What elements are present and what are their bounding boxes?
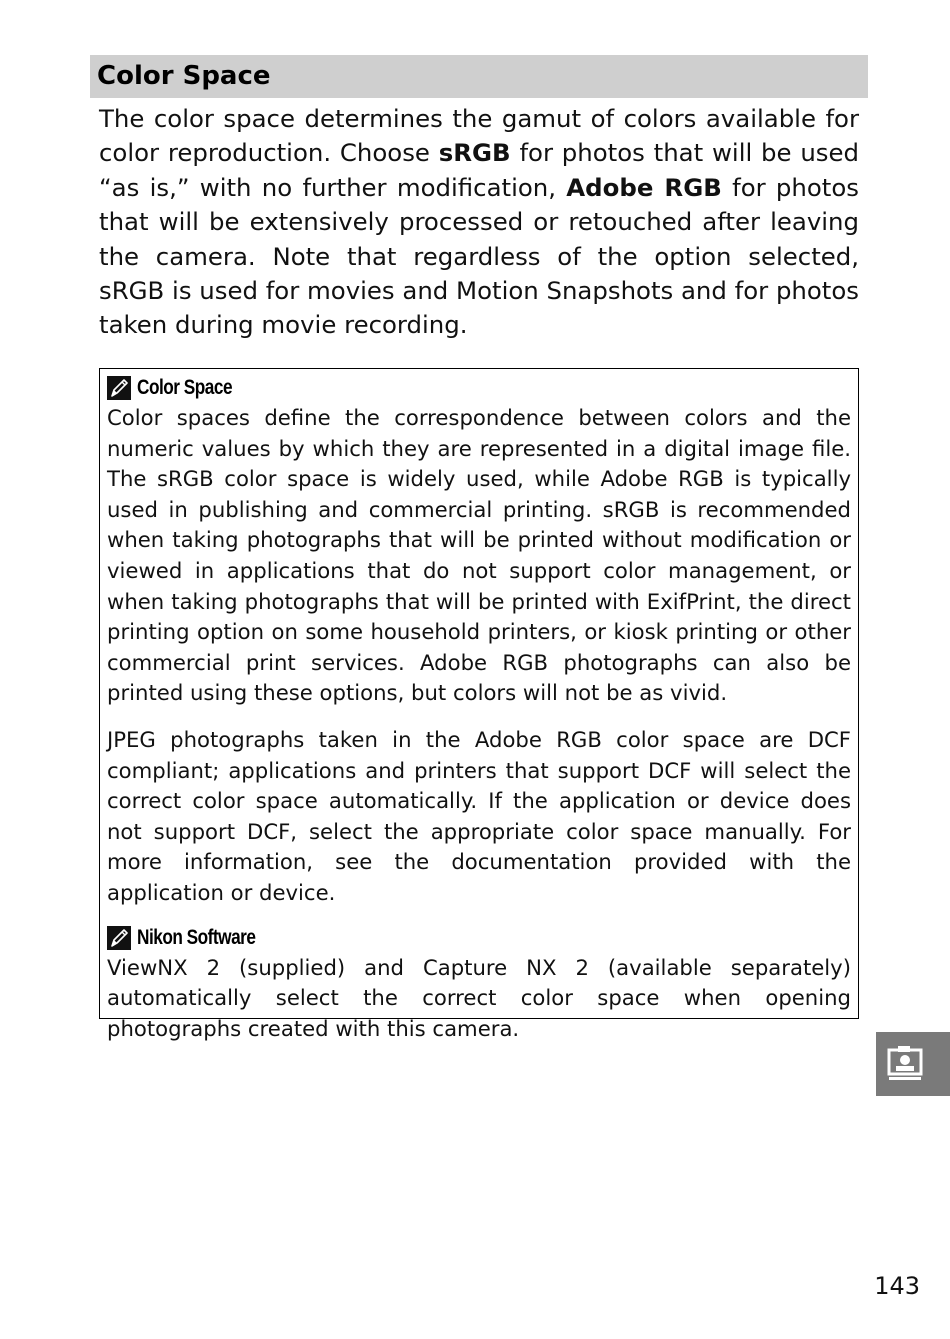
note-title-color-space: Color Space [137,376,233,399]
intro-paragraph [99,102,859,343]
page-number: 143 [874,1272,920,1300]
notes-box [99,368,859,1041]
note-heading-color-space [107,373,851,403]
pencil-icon [107,376,131,400]
note-color-space-paragraph-2: JPEG photographs taken in the Adobe RGB color space are DCF compliant; applications and printers that support DCF will select the correct color space automatically. If the application or device does not support DCF, select the appropriate color space manually. For more information, see the documentation provided with the application or device. [107,726,851,905]
chapter-tab [876,1032,950,1096]
intro-text-2: for photos that will be used “as is,” with no further modification, [99,138,859,202]
section-title: Color Space [97,61,271,91]
shooting-menu-icon [886,1042,926,1084]
note-title-nikon-software: Nikon Software [137,925,256,949]
intro-text-3: for photos that will be extensively processed or retouched after leaving the camera. Note that regardless of the option selected, sRGB is used for movies and Motion Snapshots and for photos taken during movie recording. [99,172,859,340]
note-heading-nikon-software [107,923,851,953]
pencil-icon [107,926,131,950]
note-nikon-software-paragraph: ViewNX 2 (supplied) and Capture NX 2 (available separately) automatically select the correct color space when opening photographs created with this camera. [107,954,851,1041]
srgb-option-label: sRGB [438,138,511,168]
intro-text-1: The color space determines the gamut of colors available for color reproduction. Choose [99,104,859,168]
note-color-space-paragraph-1: Color spaces define the correspondence between colors and the numeric values by which they are represented in a digital image file. The sRGB color space is widely used, while Adobe RGB is typically used in publishing and commercial printing. sRGB is recommended when taking photographs that will be printed without modification or viewed in applications that do not support color management, or when taking photographs that will be printed with ExifPrint, the direct printing option on some household printers, or kiosk printing or other commercial print services. Adobe RGB photographs can also be printed using these options, but colors will not be as vivid. [107,405,851,706]
adobe-rgb-option-label: Adobe RGB [566,172,722,202]
section-header [90,55,868,98]
